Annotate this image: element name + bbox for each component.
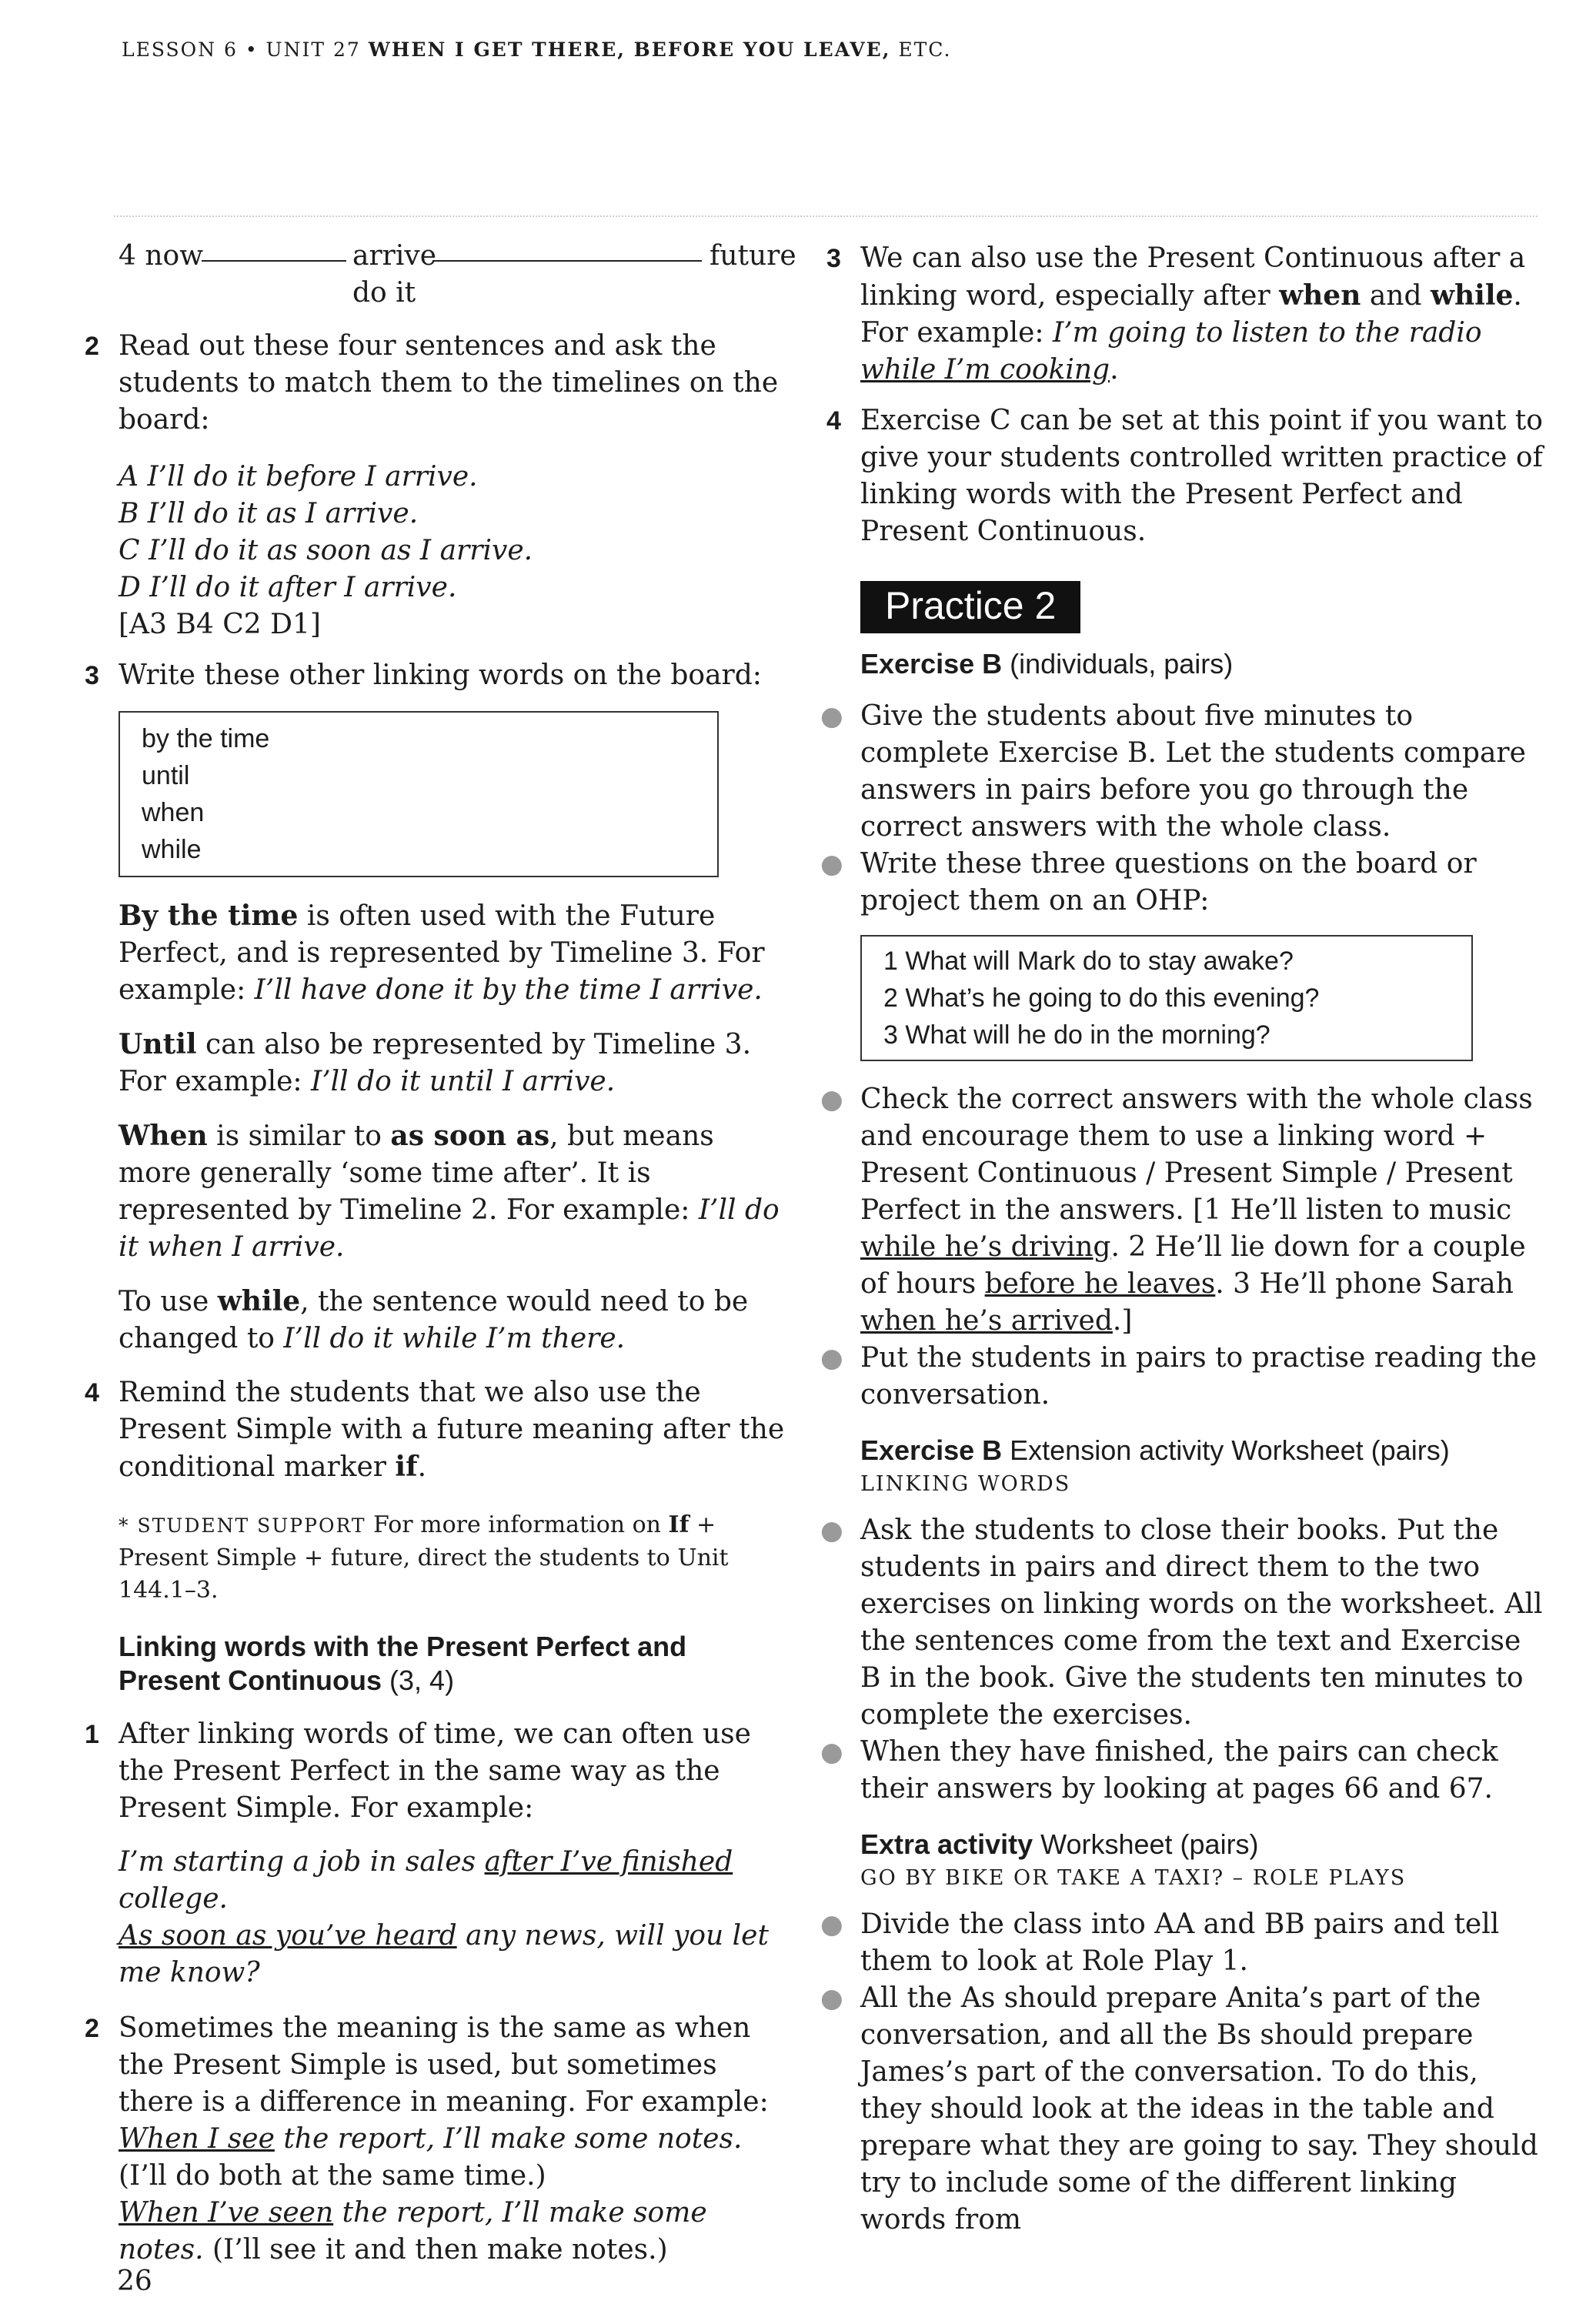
item-number: 2 xyxy=(85,2014,99,2043)
header-lesson: LESSON 6 • UNIT 27 xyxy=(122,38,361,61)
sentence-a: A I’ll do it before I arrive. xyxy=(119,461,478,493)
by-the-time-paragraph: By the time is often used with the Future Perfect, and is represented by Timeline 3. For example: I’ll have done it by the time I arrive. xyxy=(119,900,765,1006)
practice-banner xyxy=(816,581,1547,633)
box-line: when xyxy=(142,798,205,827)
bullet-icon: ● xyxy=(820,701,843,732)
item-text: Read out these four sentences and ask the students to match them to the timelines on the board: xyxy=(119,330,779,436)
bullet-item: ● Ask the students to close their books. Put the students in pairs and direct them to the two exercises on linking words on the worksheet. All the sentences come from the text and Exercise B in the book. Give the students ten minutes to complete the exercises. xyxy=(816,1512,1547,1734)
bullet-icon: ● xyxy=(820,1084,843,1115)
box-line: until xyxy=(142,761,190,790)
item-number: 3 xyxy=(85,661,99,690)
item-2 xyxy=(74,328,790,643)
item-3 xyxy=(74,657,790,1357)
dotted-divider xyxy=(114,215,1538,217)
item-number: 4 xyxy=(826,406,841,436)
bullet-item: ● Write these three questions on the board or project them on an OHP: xyxy=(816,846,1547,920)
question-line: 2 What’s he going to do this evening? xyxy=(883,983,1320,1013)
bullet-icon: ● xyxy=(820,1983,843,2014)
timeline-future: future xyxy=(710,240,796,272)
bullet-item: ● All the As should prepare Anita’s part of the conversation, and all the Bs should prepare James’s part of the conversation. To do this, they should look at the ideas in the table and prepare what they are going to say. They should try to include some of the different linking words from xyxy=(816,1980,1547,2239)
item-number: 4 xyxy=(85,1378,99,1407)
timeline-line-2 xyxy=(432,260,702,262)
item-text: Sometimes the meaning is the same as when the Present Simple is used, but sometimes there is a difference in meaning. For example: xyxy=(119,2012,769,2118)
bullet-icon: ● xyxy=(820,1343,843,1374)
example-see: When I see the report, I’ll make some notes. (I’ll do both at the same time.) xyxy=(119,2123,743,2192)
question-line: 1 What will Mark do to stay awake? xyxy=(883,947,1294,976)
linking-item-1 xyxy=(74,1716,790,1992)
header-title: WHEN I GET THERE, BEFORE YOU LEAVE, xyxy=(368,38,891,61)
item-text: Remind the students that we also use the Present Simple with a future meaning after the conditional marker if. xyxy=(119,1377,785,1483)
bullet-item: ● Check the correct answers with the whole class and encourage them to use a linking word + Present Continuous / Present Simple / Present Perfect in the answers. [1 He’ll listen to music while he’s driving. 2 He’ll lie down for a couple of hours before he leaves. 3 He’ll phone Sarah when he’s arrived.] xyxy=(816,1081,1547,1340)
item-text: Write these other linking words on the board: xyxy=(119,659,762,691)
item-number: 1 xyxy=(85,1720,99,1749)
example-seen: When I’ve seen the report, I’ll make some notes. (I’ll see it and then make notes.) xyxy=(119,2197,707,2266)
bullet-icon: ● xyxy=(820,849,843,880)
left-column xyxy=(74,240,796,2269)
question-line: 3 What will he do in the morning? xyxy=(883,1020,1270,1050)
timeline-arrive: arrive xyxy=(352,240,437,272)
linking-words-box xyxy=(119,711,719,877)
bullet-item: ● Put the students in pairs to practise reading the conversation. xyxy=(816,1340,1547,1414)
item-r4 xyxy=(816,402,1547,550)
timeline-now: 4 now xyxy=(119,240,204,272)
bullet-item: ● When they have finished, the pairs can check their answers by looking at pages 66 and 67. xyxy=(816,1734,1547,1808)
header-etc: ETC. xyxy=(898,38,952,61)
until-paragraph: Until can also be represented by Timeline 3. For example: I’ll do it until I arrive. xyxy=(119,1028,752,1097)
extra-activity-heading: Extra activity Worksheet (pairs) xyxy=(860,1828,1259,1860)
when-paragraph: When is similar to as soon as, but means more generally ‘some time after’. It is represented by Timeline 2. For example: I’ll do it when I arrive. xyxy=(119,1120,780,1263)
item-number: 3 xyxy=(826,244,841,273)
extension-heading: Exercise B Extension activity Worksheet (pairs) xyxy=(860,1434,1450,1466)
sentence-list xyxy=(119,459,790,606)
box-line: while xyxy=(142,835,202,864)
timeline-line-1 xyxy=(202,260,346,262)
sentence-d: D I’ll do it after I arrive. xyxy=(119,572,457,603)
item-r3 xyxy=(816,240,1547,389)
practice-title: Practice 2 xyxy=(860,581,1080,633)
linking-item-2 xyxy=(74,2010,790,2269)
item-number: 2 xyxy=(85,332,99,361)
bullet-icon: ● xyxy=(820,1515,843,1546)
linking-words-heading: Linking words with the Present Perfect and Present Continuous (3, 4) xyxy=(119,1631,687,1696)
extension-subheading: LINKING WORDS xyxy=(860,1472,1071,1496)
item-text: After linking words of time, we can often use the Present Perfect in the same way as the Present Simple. For example: xyxy=(119,1718,751,1824)
questions-box xyxy=(860,935,1473,1061)
student-support-note: * STUDENT SUPPORT For more information on If + Present Simple + future, direct the students to Unit 144.1–3. xyxy=(119,1511,729,1604)
answer-key: [A3 B4 C2 D1] xyxy=(119,609,321,640)
bullet-icon: ● xyxy=(820,1909,843,1940)
bullet-item: ● Divide the class into AA and BB pairs and tell them to look at Role Play 1. xyxy=(816,1906,1547,1980)
page-number: 26 xyxy=(117,2266,152,2297)
item-4 xyxy=(74,1374,790,1486)
item-text: Exercise C can be set at this point if you want to give your students controlled written practice of linking words with the Present Perfect and Present Continuous. xyxy=(860,405,1543,547)
example-sentences: I’m starting a job in sales after I’ve finished college. As soon as you’ve heard any news, will you let me know? xyxy=(119,1846,769,1988)
box-line: by the time xyxy=(142,724,270,753)
extra-activity-subheading: GO BY BIKE OR TAKE A TAXI? – ROLE PLAYS xyxy=(860,1866,1407,1890)
exercise-b-heading: Exercise B (individuals, pairs) xyxy=(860,648,1234,680)
sentence-b: B I’ll do it as I arrive. xyxy=(119,498,419,529)
running-header xyxy=(122,38,951,61)
item-text: We can also use the Present Continuous after a linking word, especially after when and while. For example: I’m going to listen to the radio while I’m cooking. xyxy=(860,242,1526,386)
while-paragraph: To use while, the sentence would need to be changed to I’ll do it while I’m there. xyxy=(119,1285,749,1354)
timeline-doit: do it xyxy=(352,277,416,309)
right-column xyxy=(816,240,1547,2239)
questions-box-wrap xyxy=(816,935,1547,1061)
sentence-c: C I’ll do it as soon as I arrive. xyxy=(119,535,533,566)
timeline-4 xyxy=(74,240,796,314)
bullet-item: ● Give the students about five minutes to complete Exercise B. Let the students compare answers in pairs before you go through the correct answers with the whole class. xyxy=(816,698,1547,846)
bullet-icon: ● xyxy=(820,1737,843,1768)
